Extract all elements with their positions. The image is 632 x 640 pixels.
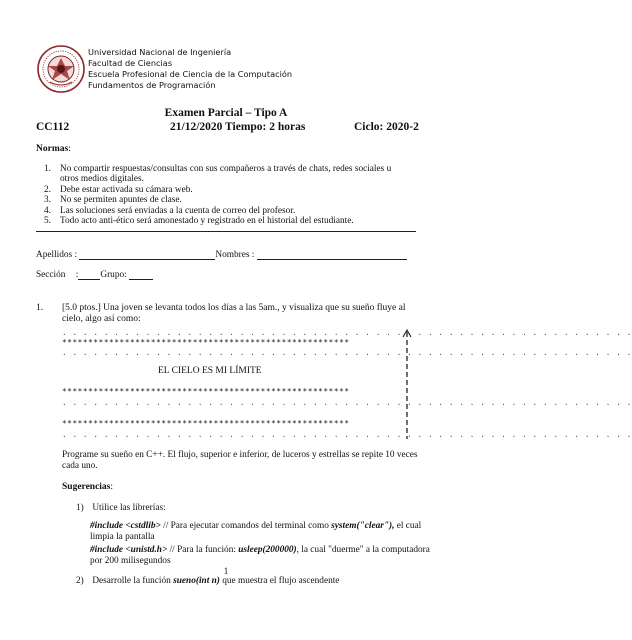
- university-name: Universidad Nacional de Ingeniería: [88, 47, 232, 57]
- program-instruction: Programe su sueño en C++. El flujo, superior e inferior, de luceros y estrellas se repite 10 veces cada uno.: [62, 450, 418, 471]
- normas-item: [44, 206, 404, 216]
- school-name: Escuela Profesional de Ciencia de la Computación: [88, 69, 293, 79]
- faculty-name: Facultad de Ciencias: [88, 58, 173, 68]
- sugerencia-number: 1): [76, 503, 84, 513]
- upward-arrow-icon: [402, 329, 412, 440]
- apellidos-blank: [79, 251, 215, 260]
- nombres-blank: [257, 251, 407, 260]
- normas-item: [44, 216, 404, 226]
- normas-item-number: 3.: [44, 195, 51, 206]
- nombres-label: Nombres :: [215, 250, 255, 260]
- include-unistd: #include <unistd.h>: [90, 545, 168, 555]
- normas-item-text: Debe estar activada su cámara web.: [60, 184, 193, 195]
- normas-item-number: 5.: [44, 216, 51, 227]
- apellidos-label: Apellidos :: [36, 250, 78, 260]
- section-fields-row: [36, 270, 153, 280]
- sugerencia-number: 2): [76, 576, 84, 586]
- grupo-blank: [129, 271, 153, 280]
- sugerencia-text: que muestra el flujo ascendente: [219, 576, 340, 586]
- normas-colon: :: [68, 144, 71, 154]
- dots-line: . . . . . . . . . . . . . . . . . . . . . . . . . . . . . . . . . . . . . . . . . . . . . . . . . . . . . . .: [62, 348, 632, 357]
- institution-lines: [88, 47, 292, 91]
- normas-heading: [36, 144, 71, 154]
- seccion-colon: :: [75, 270, 79, 280]
- seccion-blank: [75, 270, 100, 280]
- normas-item: [44, 164, 404, 185]
- normas-item-text: Las soluciones será enviadas a la cuenta de correo del profesor.: [60, 205, 296, 216]
- dots-line: . . . . . . . . . . . . . . . . . . . . . . . . . . . . . . . . . . . . . . . . . . . . . . . . . . . . . . .: [62, 328, 632, 337]
- question-text: [5.0 ptos.] Una joven se levanta todos los días a las 5am., y visualiza que su sueño fluye al cielo, algo así como:: [62, 303, 406, 324]
- sky-pattern: [62, 328, 632, 442]
- normas-item-text: No compartir respuestas/consultas con sus compañeros a través de chats, redes sociales u otros medios digitales.: [60, 164, 392, 185]
- stars-line: *******************************************************: [62, 419, 350, 428]
- sugerencias-colon: :: [110, 482, 114, 492]
- exam-date-time: 21/12/2020 Tiempo: 2 horas: [170, 121, 306, 133]
- normas-item-number: 2.: [44, 184, 51, 195]
- course-name: Fundamentos de Programación: [88, 80, 216, 90]
- sueno-function: sueno(int n): [173, 576, 220, 586]
- normas-item: [44, 195, 404, 205]
- sugerencias-heading: [62, 482, 113, 492]
- library-comment: // Para ejecutar comandos del terminal como: [160, 521, 332, 531]
- library-cstdlib: [90, 521, 430, 543]
- normas-divider: [36, 231, 416, 232]
- include-cstdlib: #include <cstdlib>: [90, 521, 161, 531]
- course-code: CC112: [36, 121, 70, 133]
- seccion-label: Sección: [36, 270, 66, 280]
- normas-title: Normas: [36, 144, 69, 154]
- dots-line: . . . . . . . . . . . . . . . . . . . . . . . . . . . . . . . . . . . . . . . . . . . . . . . . . . . . . . .: [62, 398, 632, 407]
- header: [36, 44, 426, 94]
- grupo-label: Grupo:: [100, 270, 127, 280]
- stars-line: *******************************************************: [62, 387, 350, 396]
- university-seal-logo: [36, 44, 86, 94]
- sugerencia-item-1: [76, 503, 166, 513]
- stars-line: *******************************************************: [62, 338, 350, 347]
- system-clear-call: system("clear"),: [331, 521, 395, 531]
- exam-cycle: Ciclo: 2020-2: [354, 121, 419, 133]
- normas-item-number: 1.: [44, 164, 51, 174]
- normas-item-number: 4.: [44, 205, 51, 216]
- dots-line: . . . . . . . . . . . . . . . . . . . . . . . . . . . . . . . . . . . . . . . . . . . . . . . . . . . . . . .: [62, 430, 632, 439]
- normas-item-text: Todo acto anti-ético será amonestado y registrado en el historial del estudiante.: [60, 216, 354, 227]
- exam-title: Examen Parcial – Tipo A: [164, 107, 288, 119]
- sugerencias-title: Sugerencias: [62, 482, 111, 492]
- page-number: 1: [223, 566, 229, 576]
- sugerencia-item-2: [76, 576, 339, 586]
- question-number: 1.: [36, 303, 44, 313]
- normas-item: [44, 185, 404, 195]
- library-comment: el cual limpia la pantalla: [90, 521, 422, 542]
- usleep-call: usleep(200000): [238, 545, 297, 555]
- name-fields-row: [36, 250, 407, 260]
- sky-limit-label: EL CIELO ES MI LÍMITE: [158, 366, 262, 376]
- sugerencia-text: Utilice las librerías:: [92, 503, 166, 513]
- sugerencia-text: Desarrolle la función: [92, 576, 174, 586]
- normas-item-text: No se permiten apuntes de clase.: [60, 195, 182, 206]
- library-comment: // Para la función:: [167, 545, 239, 555]
- library-comment: , la cual "duerme" a la computadora por 200 milisegundos: [90, 545, 430, 566]
- normas-list: [44, 164, 404, 226]
- library-unistd: [90, 545, 430, 567]
